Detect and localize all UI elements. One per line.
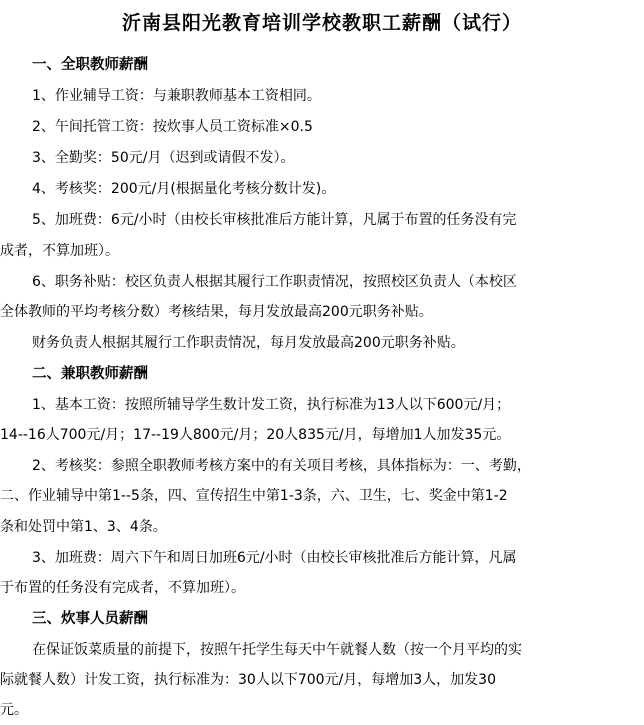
- section-heading-parttime: 二、兼职教师薪酬: [32, 366, 148, 382]
- paragraph-line: 在保证饭菜质量的前提下，按照午托学生每天中午就餐人数（按一个月平均的实: [32, 642, 522, 658]
- paragraph-line: 全体教师的平均考核分数）考核结果，每月发放最高200元职务补贴。: [0, 304, 433, 320]
- paragraph-line: 3、加班费：周六下午和周日加班6元/小时（由校长审核批准后方能计算，凡属: [32, 550, 517, 566]
- paragraph-line: 2、考核奖：参照全职教师考核方案中的有关项目考核，具体指标为：一、考勤，: [32, 458, 531, 474]
- paragraph-line: 5、加班费：6元/小时（由校长审核批准后方能计算，凡属于布置的任务没有完: [32, 212, 517, 228]
- document-title: 沂南县阳光教育培训学校教职工薪酬（试行）: [121, 12, 522, 34]
- paragraph-line: 3、全勤奖：50元/月（迟到或请假不发）。: [32, 150, 295, 166]
- paragraph-line: 条和处罚中第1、3、4条。: [0, 519, 167, 535]
- paragraph-line: 成者，不算加班）。: [0, 243, 119, 259]
- paragraph-line: 际就餐人数）计发工资，执行标准为：30人以下700元/月，每增加3人，加发30: [0, 672, 496, 688]
- paragraph-line: 2、午间托管工资：按炊事人员工资标准×0.5: [32, 119, 313, 135]
- paragraph-line: 1、基本工资：按照所辅导学生数计发工资，执行标准为13人以下600元/月；: [32, 397, 511, 413]
- paragraph-line: 于布置的任务没有完成者，不算加班）。: [0, 580, 245, 596]
- paragraph-line: 财务负责人根据其履行工作职责情况，每月发放最高200元职务补贴。: [32, 335, 465, 351]
- paragraph-line: 元。: [0, 702, 28, 718]
- paragraph-line: 6、职务补贴：校区负责人根据其履行工作职责情况，按照校区负责人（本校区: [32, 274, 517, 290]
- paragraph-line: 4、考核奖：200元/月(根据量化考核分数计发)。: [32, 181, 336, 197]
- paragraph-line: 二、作业辅导中第1--5条，四、宣传招生中第1-3条，六、卫生，七、奖金中第1-2: [0, 488, 508, 504]
- section-heading-fulltime: 一、全职教师薪酬: [32, 57, 148, 73]
- paragraph-line: 1、作业辅导工资：与兼职教师基本工资相同。: [32, 88, 321, 104]
- paragraph-line: 14--16人700元/月；17--19人800元/月；20人835元/月，每增加1人加发35元。: [0, 427, 511, 443]
- section-heading-kitchen: 三、炊事人员薪酬: [32, 611, 148, 627]
